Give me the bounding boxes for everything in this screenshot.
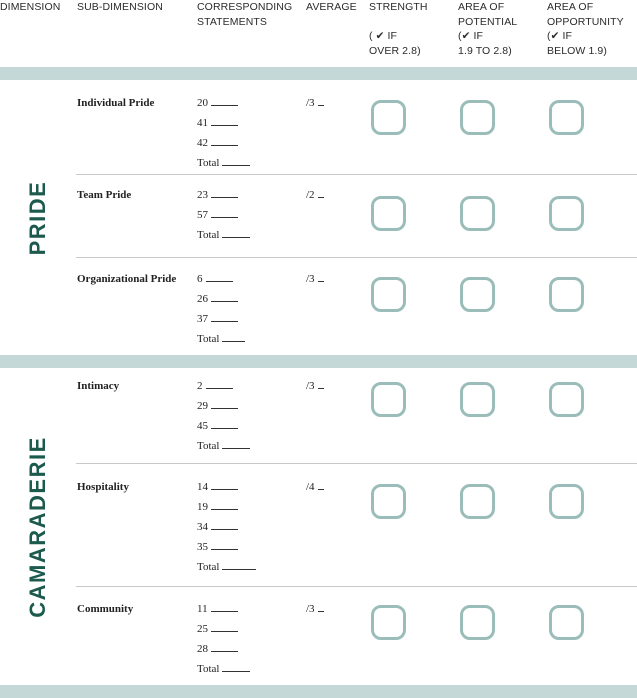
header-strength-line: ( ✔ IF bbox=[369, 30, 398, 42]
header-strength bbox=[369, 0, 428, 58]
dimension-camaraderie bbox=[0, 368, 76, 685]
statement-entry[interactable] bbox=[197, 497, 256, 517]
header-strength-line: OVER 2.8) bbox=[369, 44, 421, 57]
section-band bbox=[0, 67, 637, 80]
strength-checkbox[interactable] bbox=[371, 484, 406, 519]
total-entry[interactable] bbox=[197, 659, 250, 679]
opportunity-checkbox[interactable] bbox=[549, 605, 584, 640]
total-blank[interactable] bbox=[222, 155, 250, 166]
section-band bbox=[0, 355, 637, 368]
header-opportunity-line: BELOW 1.9) bbox=[547, 44, 607, 57]
statement-number: 57 bbox=[197, 209, 208, 221]
average-entry[interactable] bbox=[306, 93, 324, 113]
header-potential-line: POTENTIAL bbox=[458, 15, 518, 28]
total-blank[interactable] bbox=[222, 559, 256, 570]
average-denominator: /3 bbox=[306, 97, 315, 109]
statement-number: 35 bbox=[197, 541, 208, 553]
total-blank[interactable] bbox=[222, 661, 250, 672]
header-sub-dimension: SUB-DIMENSION bbox=[77, 1, 163, 13]
header-statements-line: STATEMENTS bbox=[197, 15, 268, 28]
statement-entry[interactable] bbox=[197, 289, 245, 309]
total-blank[interactable] bbox=[222, 438, 250, 449]
statement-list bbox=[197, 376, 250, 456]
total-entry[interactable] bbox=[197, 329, 245, 349]
table-row bbox=[76, 368, 637, 464]
statement-number: 6 bbox=[197, 273, 203, 285]
dimension-pride bbox=[0, 80, 76, 355]
total-label: Total bbox=[197, 229, 220, 241]
opportunity-checkbox[interactable] bbox=[549, 196, 584, 231]
statement-entry[interactable] bbox=[197, 416, 250, 436]
statement-number: 41 bbox=[197, 117, 208, 129]
statement-list bbox=[197, 477, 256, 577]
header-strength-line: STRENGTH bbox=[369, 1, 428, 13]
header-potential-line: AREA OF bbox=[458, 1, 505, 13]
average-blank[interactable] bbox=[318, 484, 324, 490]
average-entry[interactable] bbox=[306, 599, 324, 619]
table-row bbox=[76, 80, 637, 175]
statement-entry[interactable] bbox=[197, 205, 250, 225]
total-label: Total bbox=[197, 333, 220, 345]
strength-checkbox[interactable] bbox=[371, 605, 406, 640]
average-blank[interactable] bbox=[318, 192, 324, 198]
statement-blank[interactable] bbox=[211, 135, 238, 146]
average-denominator: /3 bbox=[306, 603, 315, 615]
statement-number: 14 bbox=[197, 481, 208, 493]
strength-checkbox[interactable] bbox=[371, 196, 406, 231]
statement-entry[interactable] bbox=[197, 537, 256, 557]
average-denominator: /2 bbox=[306, 189, 315, 201]
statement-number: 42 bbox=[197, 137, 208, 149]
total-entry[interactable] bbox=[197, 225, 250, 245]
statement-blank[interactable] bbox=[211, 601, 238, 612]
header-potential-line: (✔ IF bbox=[458, 30, 484, 42]
sub-dimension-label: Community bbox=[77, 603, 134, 615]
statement-number: 26 bbox=[197, 293, 208, 305]
statement-entry[interactable] bbox=[197, 376, 250, 396]
statement-list bbox=[197, 269, 245, 349]
statement-blank[interactable] bbox=[211, 291, 238, 302]
header-opportunity-line: AREA OF bbox=[547, 1, 594, 13]
opportunity-checkbox[interactable] bbox=[549, 484, 584, 519]
total-blank[interactable] bbox=[222, 331, 245, 342]
statement-blank[interactable] bbox=[211, 187, 238, 198]
header-potential bbox=[458, 0, 517, 58]
statement-number: 19 bbox=[197, 501, 208, 513]
section-band bbox=[0, 685, 637, 698]
statement-number: 11 bbox=[197, 603, 208, 615]
statement-entry[interactable] bbox=[197, 269, 245, 289]
statement-blank[interactable] bbox=[211, 519, 238, 530]
header-dimension: DIMENSION bbox=[0, 1, 61, 13]
average-blank[interactable] bbox=[318, 276, 324, 282]
strength-checkbox[interactable] bbox=[371, 277, 406, 312]
statement-entry[interactable] bbox=[197, 599, 250, 619]
sub-dimension-label: Individual Pride bbox=[77, 97, 155, 109]
average-blank[interactable] bbox=[318, 383, 324, 389]
statement-blank[interactable] bbox=[211, 499, 238, 510]
average-entry[interactable] bbox=[306, 477, 324, 497]
dimension-label: CAMARADERIE bbox=[25, 435, 50, 618]
header-statements-line: CORRESPONDING bbox=[197, 1, 293, 13]
average-blank[interactable] bbox=[318, 100, 324, 106]
statement-number: 23 bbox=[197, 189, 208, 201]
total-entry[interactable] bbox=[197, 557, 256, 577]
average-entry[interactable] bbox=[306, 185, 324, 205]
statement-blank[interactable] bbox=[211, 95, 238, 106]
total-entry[interactable] bbox=[197, 436, 250, 456]
potential-checkbox[interactable] bbox=[460, 605, 495, 640]
opportunity-checkbox[interactable] bbox=[549, 277, 584, 312]
header-opportunity-line: OPPORTUNITY bbox=[547, 15, 624, 28]
statement-blank[interactable] bbox=[211, 115, 238, 126]
statement-entry[interactable] bbox=[197, 309, 245, 329]
total-label: Total bbox=[197, 440, 220, 452]
sub-dimension-label: Team Pride bbox=[77, 189, 132, 201]
potential-checkbox[interactable] bbox=[460, 484, 495, 519]
statement-number: 45 bbox=[197, 420, 208, 432]
header-strength-line bbox=[369, 15, 428, 30]
header-statements bbox=[197, 0, 292, 29]
statement-number: 34 bbox=[197, 521, 208, 533]
statement-entry[interactable] bbox=[197, 639, 250, 659]
statement-entry[interactable] bbox=[197, 113, 250, 133]
total-blank[interactable] bbox=[222, 227, 250, 238]
statement-entry[interactable] bbox=[197, 133, 250, 153]
table-row bbox=[76, 175, 637, 258]
strength-checkbox[interactable] bbox=[371, 100, 406, 135]
total-label: Total bbox=[197, 157, 220, 169]
average-denominator: /4 bbox=[306, 481, 315, 493]
average-blank[interactable] bbox=[318, 606, 324, 612]
header-average: AVERAGE bbox=[306, 1, 357, 13]
statement-number: 2 bbox=[197, 380, 203, 392]
table-row bbox=[76, 464, 637, 587]
average-denominator: /3 bbox=[306, 380, 315, 392]
statement-list bbox=[197, 93, 250, 173]
statement-blank[interactable] bbox=[211, 479, 238, 490]
statement-list bbox=[197, 599, 250, 679]
statement-list bbox=[197, 185, 250, 245]
statement-blank[interactable] bbox=[211, 398, 238, 409]
dimension-label: PRIDE bbox=[25, 180, 50, 255]
statement-blank[interactable] bbox=[206, 271, 233, 282]
average-entry[interactable] bbox=[306, 269, 324, 289]
average-entry[interactable] bbox=[306, 376, 324, 396]
statement-entry[interactable] bbox=[197, 517, 256, 537]
total-label: Total bbox=[197, 561, 220, 573]
statement-blank[interactable] bbox=[211, 641, 238, 652]
statement-blank[interactable] bbox=[211, 418, 238, 429]
statement-number: 20 bbox=[197, 97, 208, 109]
potential-checkbox[interactable] bbox=[460, 196, 495, 231]
statement-entry[interactable] bbox=[197, 396, 250, 416]
strength-checkbox[interactable] bbox=[371, 382, 406, 417]
header-opportunity-line: (✔ IF bbox=[547, 30, 573, 42]
statement-blank[interactable] bbox=[211, 621, 238, 632]
statement-number: 29 bbox=[197, 400, 208, 412]
potential-checkbox[interactable] bbox=[460, 277, 495, 312]
sub-dimension-label: Organizational Pride bbox=[77, 273, 177, 285]
statement-entry[interactable] bbox=[197, 93, 250, 113]
statement-number: 28 bbox=[197, 643, 208, 655]
statement-blank[interactable] bbox=[206, 378, 233, 389]
opportunity-checkbox[interactable] bbox=[549, 382, 584, 417]
statement-entry[interactable] bbox=[197, 619, 250, 639]
sub-dimension-label: Intimacy bbox=[77, 380, 120, 392]
statement-blank[interactable] bbox=[211, 539, 238, 550]
potential-checkbox[interactable] bbox=[460, 382, 495, 417]
sub-dimension-label: Hospitality bbox=[77, 481, 129, 493]
statement-entry[interactable] bbox=[197, 185, 250, 205]
average-denominator: /3 bbox=[306, 273, 315, 285]
potential-checkbox[interactable] bbox=[460, 100, 495, 135]
statement-entry[interactable] bbox=[197, 477, 256, 497]
total-entry[interactable] bbox=[197, 153, 250, 173]
statement-number: 37 bbox=[197, 313, 208, 325]
opportunity-checkbox[interactable] bbox=[549, 100, 584, 135]
statement-blank[interactable] bbox=[211, 311, 238, 322]
table-row bbox=[76, 587, 637, 685]
table-row bbox=[76, 258, 637, 355]
total-label: Total bbox=[197, 663, 220, 675]
header-potential-line: 1.9 TO 2.8) bbox=[458, 44, 512, 57]
header-opportunity bbox=[547, 0, 624, 58]
statement-number: 25 bbox=[197, 623, 208, 635]
statement-blank[interactable] bbox=[211, 207, 238, 218]
